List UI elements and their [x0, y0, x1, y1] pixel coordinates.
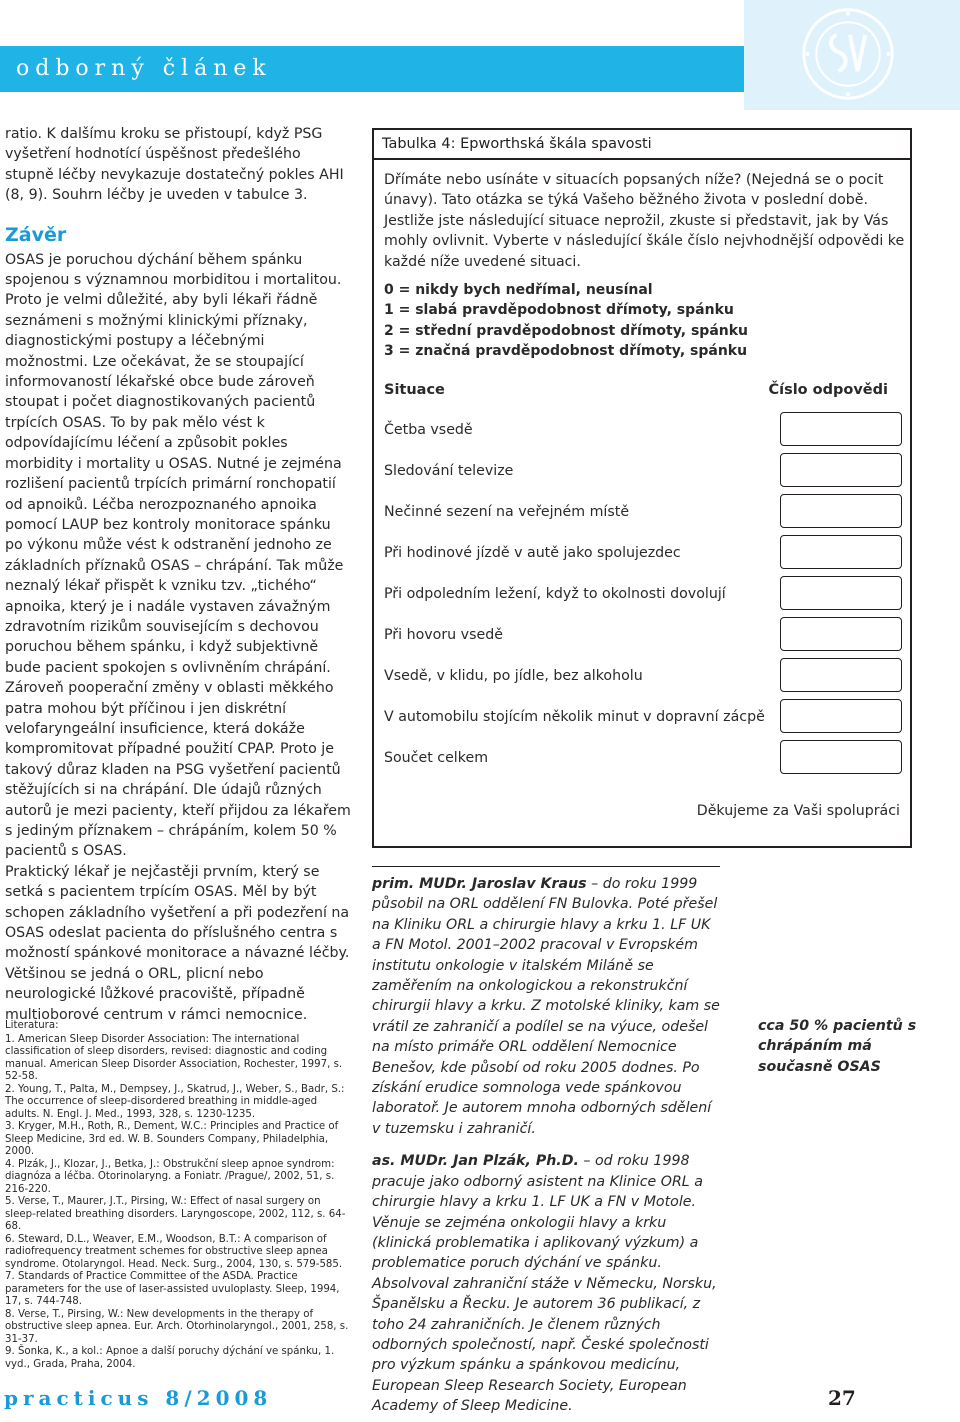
author-bio-text: – do roku 1999 působil na ORL oddělení FN Bulovka. Poté přešel na Kliniku ORL a chirurgie hlavy a krku 1. LF UK a FN Motol. 2001–2002 pracoval v Evropském institutu onkologie v italském Miláně se zaměřením na onkologickou a rekonstrukční chirurgii hlavy a krku. Z motolské kliniky, kam se vrátil ze zahraničí a podílel se na výuce, odešel na místo primáře ORL oddělení Nemocnice Benešov, kde působí od roku 2005 dodnes. Po získání erudice somnologa vede spánkovou laboratoř. Je autorem mnoha odborných sdělení v tuzemsku i zahraničí.: [372, 876, 720, 1137]
column-header-situation: Situace: [384, 382, 445, 398]
reference-item: 6. Steward, D.L., Weaver, E.M., Woodson, B.T.: A comparison of radiofrequency treatment schemes for obstructive sleep apnea syndrome. Otolaryngol. Head. Neck. Surg., 2004, 130, s. 579-585.: [5, 1233, 343, 1270]
conclusion-heading: Závěr: [5, 223, 67, 246]
scale-item: 3 = značná pravděpodobnost dřímoty, spánku: [384, 343, 748, 360]
situation-label: Při hovoru vsedě: [384, 627, 503, 643]
reference-item: 1. American Sleep Disorder Association: The international classification of sleep disorders, revised: diagnostic and coding manual. American Sleep Disorder Association, Rochester, 1997, s. 52-58.: [5, 1033, 343, 1082]
situation-label: V automobilu stojícím několik minut v dopravní zácpě: [384, 709, 765, 725]
conclusion-paragraph-1: OSAS je poruchou dýchání během spánku spojenou s významnou morbiditou i mortalitou. Proto je velmi důležité, aby byli lékaři řádně seznámeni s možnými klinickými příznaky, diagnostickými postupy a léčebnými možnostmi. Lze očekávat, že se stoupající informovaností lékařské obce bude zároveň stoupat i počet diagnostikovaných pacientů trpících OSAS. To by pak mělo vést k odpovídajícímu léčení a způsobit pokles morbidity i mortality u OSAS. Nutné je zejména rozlišení pacientů trpících primární ronchopatií od apnoiků. Léčba nerozpoznaného apnoika pomocí LAUP bez kontroly monitorace spánku po výkonu může vést k odstranění jednoho ze základních příznaků OSAS – chrápání. Tak může neznalý lékař přispět k vzniku tzv. „tichého“ apnoika, který je i nadále vystaven závažným zdravotním rizikům souvisejícím s dechovou poruchou během spánku, i když subjektivně bude pacient spokojen s ovlivněním chrápání. Zároveň pooperační změny v oblasti měkkého patra mohou být příčinou i jen diskrétní velofaryngeální insuficience, která dokáže kompromitovat případné použití CPAP. Proto je takový důraz kladen na PSG vyšetření pacientů stěžujících si na chrápání. Dle údajů různých autorů je mezi pacienty, kteří přijdou za lékařem s jediným příznakem – chrápáním, kolem 50 % pacientů s OSAS.: [5, 251, 351, 860]
continued-paragraph: ratio. K dalšímu kroku se přistoupí, když PSG vyšetření hodnotící úspěšnost předešlého stupně léčby nevykazuje dostatečný pokles AHI (8, 9). Souhrn léčby je uveden v tabulce 3.: [5, 126, 344, 204]
pull-quote: cca 50 % pacientů s chrápáním má současně OSAS: [758, 1018, 917, 1075]
column-header-answer: Číslo odpovědi: [768, 382, 888, 398]
scale-item: 1 = slabá pravděpodobnost dřímoty, spánku: [384, 302, 734, 319]
situation-label: Vsedě, v klidu, po jídle, bez alkoholu: [384, 668, 643, 684]
reference-item: 4. Plzák, J., Klozar, J., Betka, J.: Obstrukční sleep apnoe syndrom: diagnóza a léčba. Otorinolaryng. a Foniatr. /Prague/, 2002, 51, s. 216-220.: [5, 1158, 335, 1195]
references: [5, 1020, 351, 1371]
scale-item: 2 = střední pravděpodobnost dřímoty, spánku: [384, 322, 749, 339]
reference-item: 9. Šonka, K., a kol.: Apnoe a další poruchy dýchání ve spánku, 1. vyd., Grada, Praha, 2004.: [5, 1346, 335, 1370]
answer-box[interactable]: [780, 658, 902, 692]
reference-item: 7. Standards of Practice Committee of the ASDA. Practice parameters for the use of laser-assisted uvuloplasty. Sleep, 1994, 17, s. 744-748.: [5, 1271, 340, 1307]
answer-box[interactable]: [780, 740, 902, 774]
authors-divider: [372, 866, 720, 867]
epworth-table: [372, 128, 912, 848]
answer-box[interactable]: [780, 576, 902, 610]
references-title: Literatura:: [5, 1020, 59, 1031]
author-name: prim. MUDr. Jaroslav Kraus: [372, 876, 587, 892]
table-intro: Dřímáte nebo usínáte v situacích popsaných níže? (Nejedná se o pocit únavy). Tato otázka se týká Vašeho běžného života v poslední době. Jestliže jste následující situace neprožil, zkuste si představit, jak by Vás mohly ovlivnit. Vyberte v následující škále číslo nejvhodnější odpovědi ke každé níže uvedené situaci.: [384, 172, 905, 270]
reference-item: 5. Verse, T., Maurer, J.T., Pirsing, W.: Effect of nasal surgery on sleep-related breathing disorders. Laryngoscope, 2002, 112, s. 64-68.: [5, 1196, 346, 1232]
situation-label: Při odpoledním ležení, když to okolnosti dovolují: [384, 586, 726, 602]
reference-item: 2. Young, T., Palta, M., Dempsey, J., Skatrud, J., Weber, S., Badr, S.: The occurrence of sleep-disordered breathing in middle-aged adults. N. Engl. J. Med., 1993, 328, s. 1230-1235.: [5, 1083, 345, 1120]
situation-label: Při hodinové jízdě v autě jako spolujezdec: [384, 545, 681, 561]
reference-item: 3. Kryger, M.H., Roth, R., Dement, W.C.: Principles and Practice of Sleep Medicine, 3rd ed. W. B. Sounders Company, Philadelphia, 2000.: [5, 1121, 339, 1157]
scale-item: 0 = nikdy bych nedřímal, neusínal: [384, 282, 653, 298]
answer-scale: [384, 280, 906, 362]
answer-box[interactable]: [780, 453, 902, 487]
page-number: 27: [828, 1386, 856, 1410]
author-bio-text: – od roku 1998 pracuje jako odborný asistent na Klinice ORL a chirurgie hlavy a krku 1. LF UK a FN v Motole. Věnuje se zejména onkologii hlavy a krku (klinická problematika i aplikovaný výzkum) a problematice poruch dýchání ve spánku. Absolvoval zahraniční stáže v Německu, Norsku, Španělsku a Řecku. Je autorem 36 publikací, z toho 24 zahraničních. Je členem různých odborných společností, např. České společnosti pro výzkum spánku a spánkovou medicínu, European Sleep Research Society, European Academy of Sleep Medicine.: [372, 1153, 717, 1415]
header-band: [0, 0, 960, 110]
society-seal-icon: [800, 6, 896, 102]
author-name: as. MUDr. Jan Plzák, Ph.D.: [372, 1153, 579, 1170]
answer-box[interactable]: [780, 535, 902, 569]
conclusion-paragraph-2: Praktický lékař je nejčastěji prvním, který se setká s pacientem trpícím OSAS. Měl by být schopen základního vyšetření a při podezření na OSAS odeslat pacienta do příslušného centra s možností spánkové monitorace a návazné léčby. Většinou se jedná o ORL, plicní nebo neurologické lůžkové pracoviště, případně multioborové centrum v rámci nemocnice.: [5, 863, 350, 1023]
author-bio-1: [372, 874, 722, 1139]
situation-label: Součet celkem: [384, 750, 489, 766]
situation-label: Četba vsedě: [384, 422, 473, 438]
situation-label: Sledování televize: [384, 463, 514, 479]
answer-box[interactable]: [780, 412, 902, 446]
answer-box[interactable]: [780, 494, 902, 528]
journal-name: practicus 8/2008: [4, 1386, 273, 1410]
author-bios: [372, 874, 722, 1422]
thanks-note: Děkujeme za Vaši spolupráci: [696, 803, 900, 819]
situation-label: Nečinné sezení na veřejném místě: [384, 504, 630, 520]
answer-box[interactable]: [780, 699, 902, 733]
left-column: [5, 124, 351, 1025]
reference-item: 8. Verse, T., Pirsing, W.: New developments in the therapy of obstructive sleep apnea. Eur. Arch. Otorhinolaryngol., 2001, 258, s. 31-37.: [5, 1308, 349, 1345]
table-title: Tabulka 4: Epworthská škála spavosti: [374, 130, 910, 160]
section-label: odborný článek: [16, 56, 272, 81]
answer-box[interactable]: [780, 617, 902, 651]
author-bio-2: [372, 1151, 722, 1416]
